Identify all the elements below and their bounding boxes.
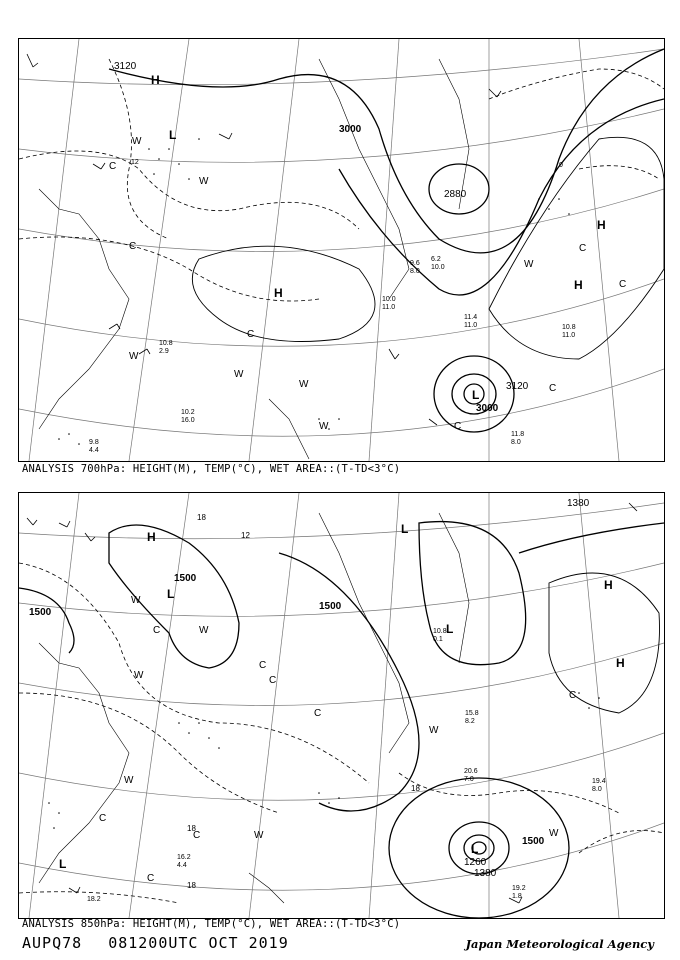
contour-label: 3000 bbox=[476, 403, 499, 414]
temp-marker: W bbox=[429, 725, 439, 736]
temp-marker: W bbox=[254, 830, 264, 841]
graticule bbox=[19, 39, 664, 461]
temp-marker: C bbox=[579, 243, 587, 254]
temp-marker: W bbox=[134, 670, 144, 681]
station-value: 15.8 bbox=[465, 710, 479, 717]
agency-name: Japan Meteorological Agency bbox=[465, 937, 654, 951]
system-marker: L bbox=[472, 388, 480, 402]
temp-marker: W bbox=[319, 421, 329, 432]
temp-marker: W bbox=[124, 775, 134, 786]
contour-labels bbox=[29, 498, 590, 879]
temp-marker: C bbox=[129, 241, 137, 252]
temp-marker: W bbox=[131, 595, 141, 606]
coastline bbox=[39, 59, 469, 459]
temp-marker: C bbox=[454, 421, 462, 432]
contour-label: 2880 bbox=[444, 189, 467, 200]
temp-marker: C bbox=[549, 383, 557, 394]
station-value: 16.2 bbox=[177, 854, 191, 861]
chart-850hpa bbox=[19, 493, 664, 918]
caption-850hpa: ANALYSIS 850hPa: HEIGHT(M), TEMP(°C), WET AREA::(T-TD<3°C) bbox=[22, 918, 401, 930]
temp-marker: W bbox=[234, 369, 244, 380]
system-marker: L bbox=[169, 128, 177, 142]
valid-datetime: 081200UTC OCT 2019 bbox=[108, 934, 289, 952]
contour-labels bbox=[114, 61, 529, 414]
station-value: 19.4 bbox=[592, 778, 606, 785]
temp-marker: W bbox=[129, 351, 139, 362]
station-value: 11.0 bbox=[464, 322, 478, 329]
station-value: 18 bbox=[197, 513, 206, 522]
height-contours bbox=[19, 522, 664, 918]
map-panel-850hpa bbox=[18, 492, 665, 919]
bulletin-code: AUPQ78 bbox=[22, 934, 83, 952]
temp-marker: W bbox=[524, 259, 534, 270]
station-value: 12 bbox=[241, 531, 250, 540]
system-marker: L bbox=[167, 587, 175, 601]
station-value: 11.0 bbox=[562, 332, 576, 339]
system-marker: L bbox=[446, 622, 454, 636]
temp-marker: C bbox=[259, 660, 267, 671]
temp-marker: C bbox=[193, 830, 201, 841]
isotherms bbox=[19, 59, 664, 301]
station-value: 10.2 bbox=[181, 409, 195, 416]
temp-marker: C bbox=[247, 329, 255, 340]
system-marker: H bbox=[604, 578, 613, 592]
temp-marker: C bbox=[569, 690, 577, 701]
station-value: 11.8 bbox=[511, 431, 525, 438]
station-value: 10.0 bbox=[431, 264, 445, 271]
station-value: 8.0 bbox=[511, 439, 521, 446]
contour-label: 3120 bbox=[506, 381, 529, 392]
station-value: 19.2 bbox=[512, 885, 526, 892]
system-marker: H bbox=[616, 656, 625, 670]
system-marker: L bbox=[59, 857, 67, 871]
station-value: 2.9 bbox=[159, 348, 169, 355]
station-value: 0.1 bbox=[433, 636, 443, 643]
wet-area-stipple bbox=[58, 138, 570, 445]
station-value: 8.0 bbox=[592, 786, 602, 793]
station-value: 18 bbox=[187, 824, 196, 833]
station-values bbox=[89, 159, 576, 454]
pressure-systems bbox=[59, 522, 625, 871]
temp-marker: C bbox=[314, 708, 322, 719]
temp-marker: C bbox=[147, 873, 155, 884]
contour-label: 1500 bbox=[319, 601, 342, 612]
station-value: 8.2 bbox=[465, 718, 475, 725]
station-value: 4.4 bbox=[177, 862, 187, 869]
contour-label: 3000 bbox=[339, 124, 362, 135]
contour-label: 3120 bbox=[114, 61, 137, 72]
station-value: 1.8 bbox=[512, 893, 522, 900]
temp-marker: W bbox=[549, 828, 559, 839]
contour-label: 1500 bbox=[522, 836, 545, 847]
system-marker: H bbox=[574, 278, 583, 292]
caption-700hpa: ANALYSIS 700hPa: HEIGHT(M), TEMP(°C), WET AREA::(T-TD<3°C) bbox=[22, 463, 401, 475]
station-value: 0 bbox=[559, 162, 563, 169]
station-value: 10.8 bbox=[562, 324, 576, 331]
coastline bbox=[39, 513, 469, 903]
station-value: 16.0 bbox=[181, 417, 195, 424]
contour-label: 1380 bbox=[474, 868, 497, 879]
pressure-systems bbox=[151, 73, 606, 402]
station-value: 6.2 bbox=[431, 256, 441, 263]
station-value: 10.8 bbox=[159, 340, 173, 347]
temp-marker: W bbox=[199, 176, 209, 187]
system-marker: H bbox=[597, 218, 606, 232]
wet-area-stipple bbox=[48, 692, 600, 829]
system-marker: H bbox=[147, 530, 156, 544]
station-value: 11.4 bbox=[464, 314, 478, 321]
system-marker: H bbox=[151, 73, 160, 87]
temp-marker: C bbox=[153, 625, 161, 636]
wind-barbs bbox=[27, 503, 637, 903]
contour-label: 1500 bbox=[29, 607, 52, 618]
system-marker: H bbox=[274, 286, 283, 300]
contour-label: 1500 bbox=[174, 573, 197, 584]
system-marker: L bbox=[401, 522, 409, 536]
chart-identifier bbox=[22, 934, 315, 952]
station-value: 12 bbox=[131, 159, 139, 166]
station-value: 10.8 bbox=[433, 628, 447, 635]
station-value: 18.2 bbox=[87, 896, 101, 903]
temp-marker: C bbox=[109, 161, 117, 172]
temp-marker: W bbox=[199, 625, 209, 636]
graticule bbox=[19, 493, 664, 918]
station-value: 11.0 bbox=[382, 304, 396, 311]
temp-marker: C bbox=[269, 675, 277, 686]
contour-label: 1380 bbox=[567, 498, 590, 509]
station-value: 9.6 bbox=[410, 260, 420, 267]
station-value: 20.6 bbox=[464, 768, 478, 775]
temp-marker: C bbox=[99, 813, 107, 824]
station-value: 18 bbox=[187, 881, 196, 890]
station-value: 18 bbox=[411, 784, 420, 793]
system-marker: L bbox=[471, 842, 479, 856]
temp-marker: W bbox=[132, 136, 142, 147]
station-value: 4.4 bbox=[89, 447, 99, 454]
chart-700hpa bbox=[19, 39, 664, 461]
station-value: 7.0 bbox=[464, 776, 474, 783]
temp-marker: W bbox=[299, 379, 309, 390]
map-panel-700hpa bbox=[18, 38, 665, 462]
station-value: 10.0 bbox=[382, 296, 396, 303]
station-value: 9.8 bbox=[89, 439, 99, 446]
contour-label: 1260 bbox=[464, 857, 487, 868]
height-contours bbox=[109, 49, 664, 432]
station-value: 8.0 bbox=[410, 268, 420, 275]
temp-marker: C bbox=[619, 279, 627, 290]
